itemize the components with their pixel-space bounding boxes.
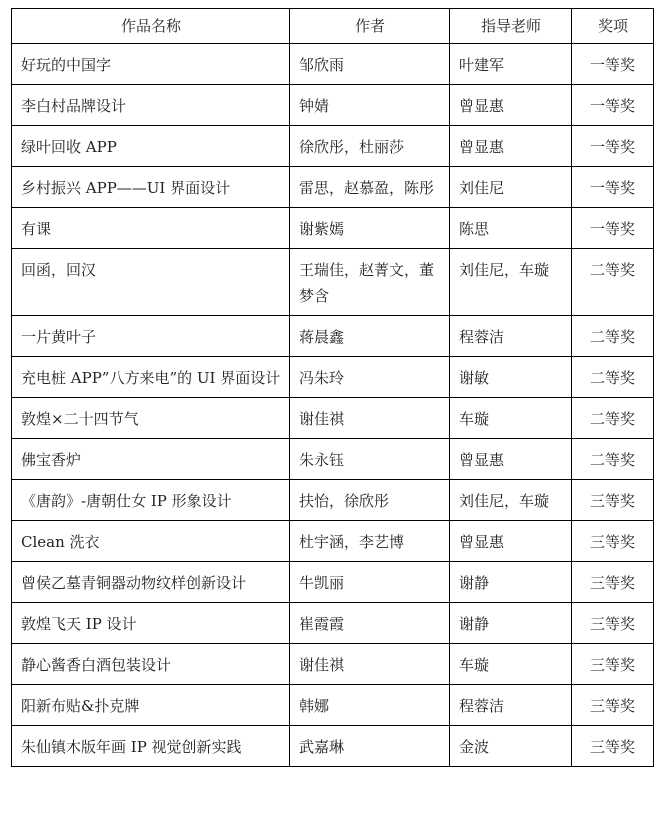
cell-title: 有课 <box>12 208 290 249</box>
cell-teacher: 金波 <box>450 726 572 767</box>
cell-award: 一等奖 <box>572 167 654 208</box>
cell-award: 一等奖 <box>572 208 654 249</box>
cell-teacher: 程蓉洁 <box>450 685 572 726</box>
cell-teacher: 陈思 <box>450 208 572 249</box>
cell-teacher: 程蓉洁 <box>450 316 572 357</box>
cell-award: 二等奖 <box>572 439 654 480</box>
cell-author: 杜宇涵，李艺博 <box>290 521 450 562</box>
cell-title: 《唐韵》-唐朝仕女 IP 形象设计 <box>12 480 290 521</box>
table-row <box>12 126 654 167</box>
cell-author: 谢佳祺 <box>290 398 450 439</box>
cell-title: 曾侯乙墓青铜器动物纹样创新设计 <box>12 562 290 603</box>
cell-title: 一片黄叶子 <box>12 316 290 357</box>
table-row <box>12 167 654 208</box>
cell-author: 扶怡，徐欣彤 <box>290 480 450 521</box>
cell-author: 冯朱玲 <box>290 357 450 398</box>
cell-award: 三等奖 <box>572 480 654 521</box>
cell-author: 武嘉琳 <box>290 726 450 767</box>
cell-teacher: 曾显惠 <box>450 439 572 480</box>
cell-author: 谢紫嫣 <box>290 208 450 249</box>
cell-title: 佛宝香炉 <box>12 439 290 480</box>
cell-award: 三等奖 <box>572 562 654 603</box>
cell-title: Clean 洗衣 <box>12 521 290 562</box>
table-row <box>12 521 654 562</box>
table-row <box>12 480 654 521</box>
cell-award: 一等奖 <box>572 44 654 85</box>
cell-author: 韩娜 <box>290 685 450 726</box>
cell-title: 绿叶回收 APP <box>12 126 290 167</box>
cell-title: 阳新布贴&扑克牌 <box>12 685 290 726</box>
awards-table-container <box>11 8 654 767</box>
table-row <box>12 685 654 726</box>
cell-author: 崔霞霞 <box>290 603 450 644</box>
awards-table <box>11 8 654 767</box>
cell-teacher: 谢敏 <box>450 357 572 398</box>
cell-author: 朱永钰 <box>290 439 450 480</box>
cell-teacher: 叶建军 <box>450 44 572 85</box>
cell-award: 三等奖 <box>572 603 654 644</box>
cell-teacher: 曾显惠 <box>450 85 572 126</box>
cell-title: 充电桩 APP”八方来电”的 UI 界面设计 <box>12 357 290 398</box>
cell-teacher: 谢静 <box>450 562 572 603</box>
cell-title: 敦煌飞天 IP 设计 <box>12 603 290 644</box>
table-row <box>12 726 654 767</box>
cell-author: 谢佳祺 <box>290 644 450 685</box>
cell-award: 三等奖 <box>572 685 654 726</box>
cell-teacher: 刘佳尼，车璇 <box>450 480 572 521</box>
cell-author: 王瑞佳，赵菁文，董梦含 <box>290 249 450 316</box>
table-row <box>12 603 654 644</box>
cell-teacher: 谢静 <box>450 603 572 644</box>
cell-author: 雷思，赵慕盈，陈彤 <box>290 167 450 208</box>
table-row <box>12 44 654 85</box>
cell-title: 朱仙镇木版年画 IP 视觉创新实践 <box>12 726 290 767</box>
cell-award: 三等奖 <box>572 521 654 562</box>
cell-title: 静心酱香白酒包装设计 <box>12 644 290 685</box>
cell-teacher: 车璇 <box>450 644 572 685</box>
cell-award: 三等奖 <box>572 644 654 685</box>
cell-teacher: 曾显惠 <box>450 521 572 562</box>
header-award: 奖项 <box>572 9 654 44</box>
cell-author: 钟婧 <box>290 85 450 126</box>
table-row <box>12 562 654 603</box>
cell-title: 乡村振兴 APP——UI 界面设计 <box>12 167 290 208</box>
cell-title: 回函，回汉 <box>12 249 290 316</box>
cell-title: 敦煌×二十四节气 <box>12 398 290 439</box>
table-header-row <box>12 9 654 44</box>
cell-teacher: 刘佳尼 <box>450 167 572 208</box>
table-row <box>12 208 654 249</box>
cell-award: 一等奖 <box>572 85 654 126</box>
table-row <box>12 85 654 126</box>
cell-award: 三等奖 <box>572 726 654 767</box>
table-row <box>12 316 654 357</box>
header-author: 作者 <box>290 9 450 44</box>
cell-award: 二等奖 <box>572 249 654 316</box>
cell-award: 二等奖 <box>572 357 654 398</box>
cell-author: 徐欣彤，杜丽莎 <box>290 126 450 167</box>
cell-author: 蒋晨鑫 <box>290 316 450 357</box>
cell-teacher: 车璇 <box>450 398 572 439</box>
cell-award: 二等奖 <box>572 398 654 439</box>
table-row <box>12 398 654 439</box>
cell-title: 好玩的中国字 <box>12 44 290 85</box>
cell-teacher: 刘佳尼，车璇 <box>450 249 572 316</box>
table-row <box>12 644 654 685</box>
cell-award: 一等奖 <box>572 126 654 167</box>
cell-title: 李白村品牌设计 <box>12 85 290 126</box>
table-row <box>12 357 654 398</box>
cell-author: 邹欣雨 <box>290 44 450 85</box>
cell-author: 牛凯丽 <box>290 562 450 603</box>
header-title: 作品名称 <box>12 9 290 44</box>
cell-award: 二等奖 <box>572 316 654 357</box>
table-row <box>12 249 654 316</box>
table-row <box>12 439 654 480</box>
cell-teacher: 曾显惠 <box>450 126 572 167</box>
header-teacher: 指导老师 <box>450 9 572 44</box>
